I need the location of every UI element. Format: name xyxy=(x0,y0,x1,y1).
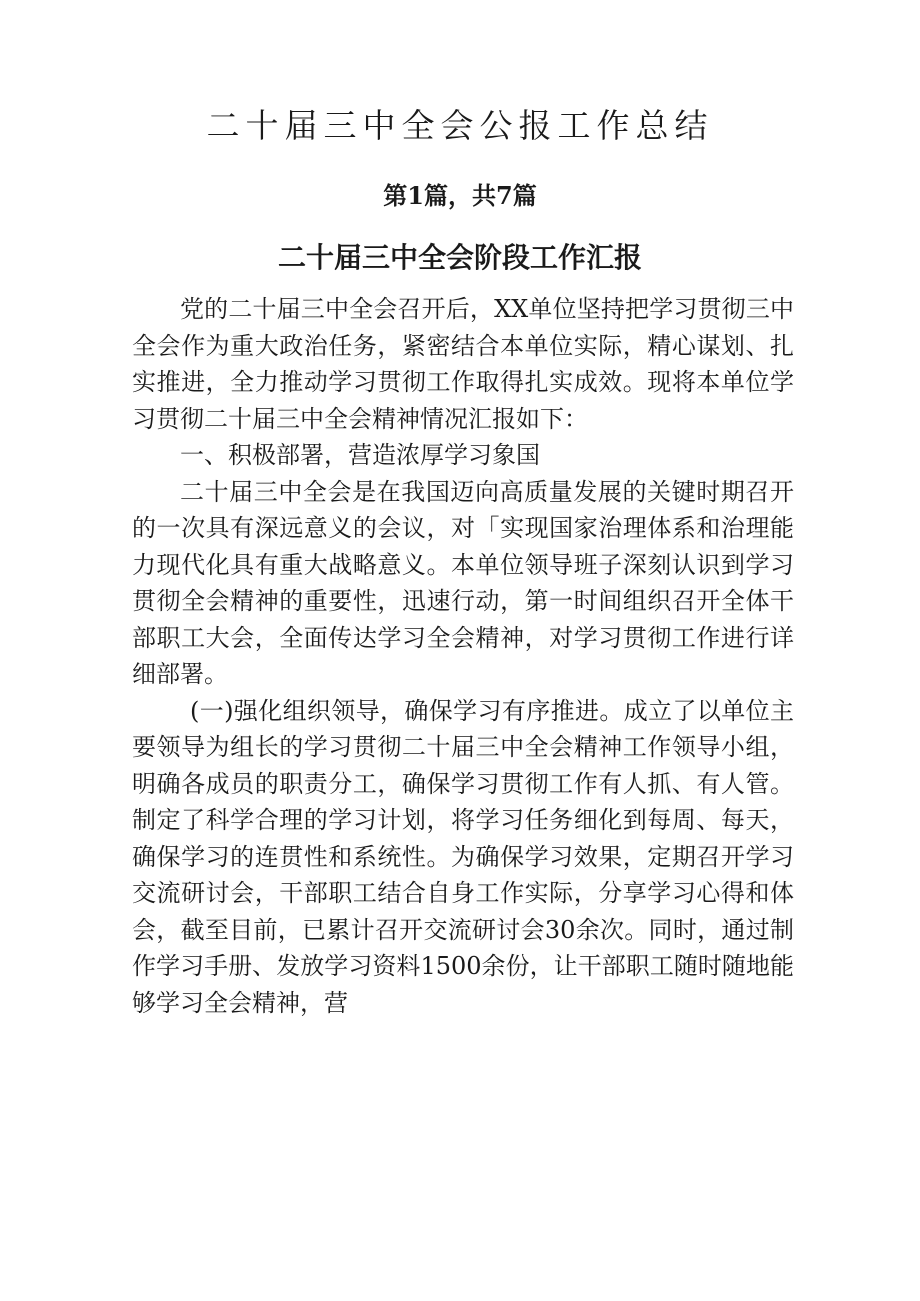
section-title: 二十届三中全会阶段工作汇报 xyxy=(277,241,642,274)
intro-paragraph: 党的二十届三中全会召开后，XX单位坚持把学习贯彻三中全会作为重大政治任务，紧密结合本单位实际，精心谋划、扎实推进，全力推动学习贯彻工作取得扎实成效。现将本单位学习贯彻二十届三中全会精神情况汇报如下： xyxy=(132,295,794,433)
body-paragraph: 二十届三中全会是在我国迈向高质量发展的关键时期召开的一次具有深远意义的会议，对「实现国家治理体系和治理能力现代化具有重大战略意义。本单位领导班子深刻认识到学习贯彻全会精神的重要性，迅速行动，第一时间组织召开全体干部职工大会，全面传达学习全会精神，对学习贯彻工作进行详细部署。 xyxy=(132,477,794,688)
part-label: 第1篇，共7篇 xyxy=(383,181,537,210)
document-body xyxy=(132,291,794,1021)
heading-one: 一、积极部署，营造浓厚学习象国 xyxy=(180,441,540,469)
subsection-paragraph: (一)强化组织领导，确保学习有序推进。成立了以单位主要领导为组长的学习贯彻二十届三中全会精神工作领导小组，明确各成员的职责分工，确保学习贯彻工作有人抓、有人管。制定了科学合理的学习计划，将学习任务细化到每周、每天，确保学习的连贯性和系统性。为确保学习效果，定期召开学习交流研讨会，干部职工结合自身工作实际，分享学习心得和体会，截至目前，已累计召开交流研讨会30余次。同时，通过制作学习手册、发放学习资料1500余份，让干部职工随时随地能够学习全会精神，营 xyxy=(132,696,794,1017)
document-title: 二十届三中全会公报工作总结 xyxy=(206,106,714,145)
